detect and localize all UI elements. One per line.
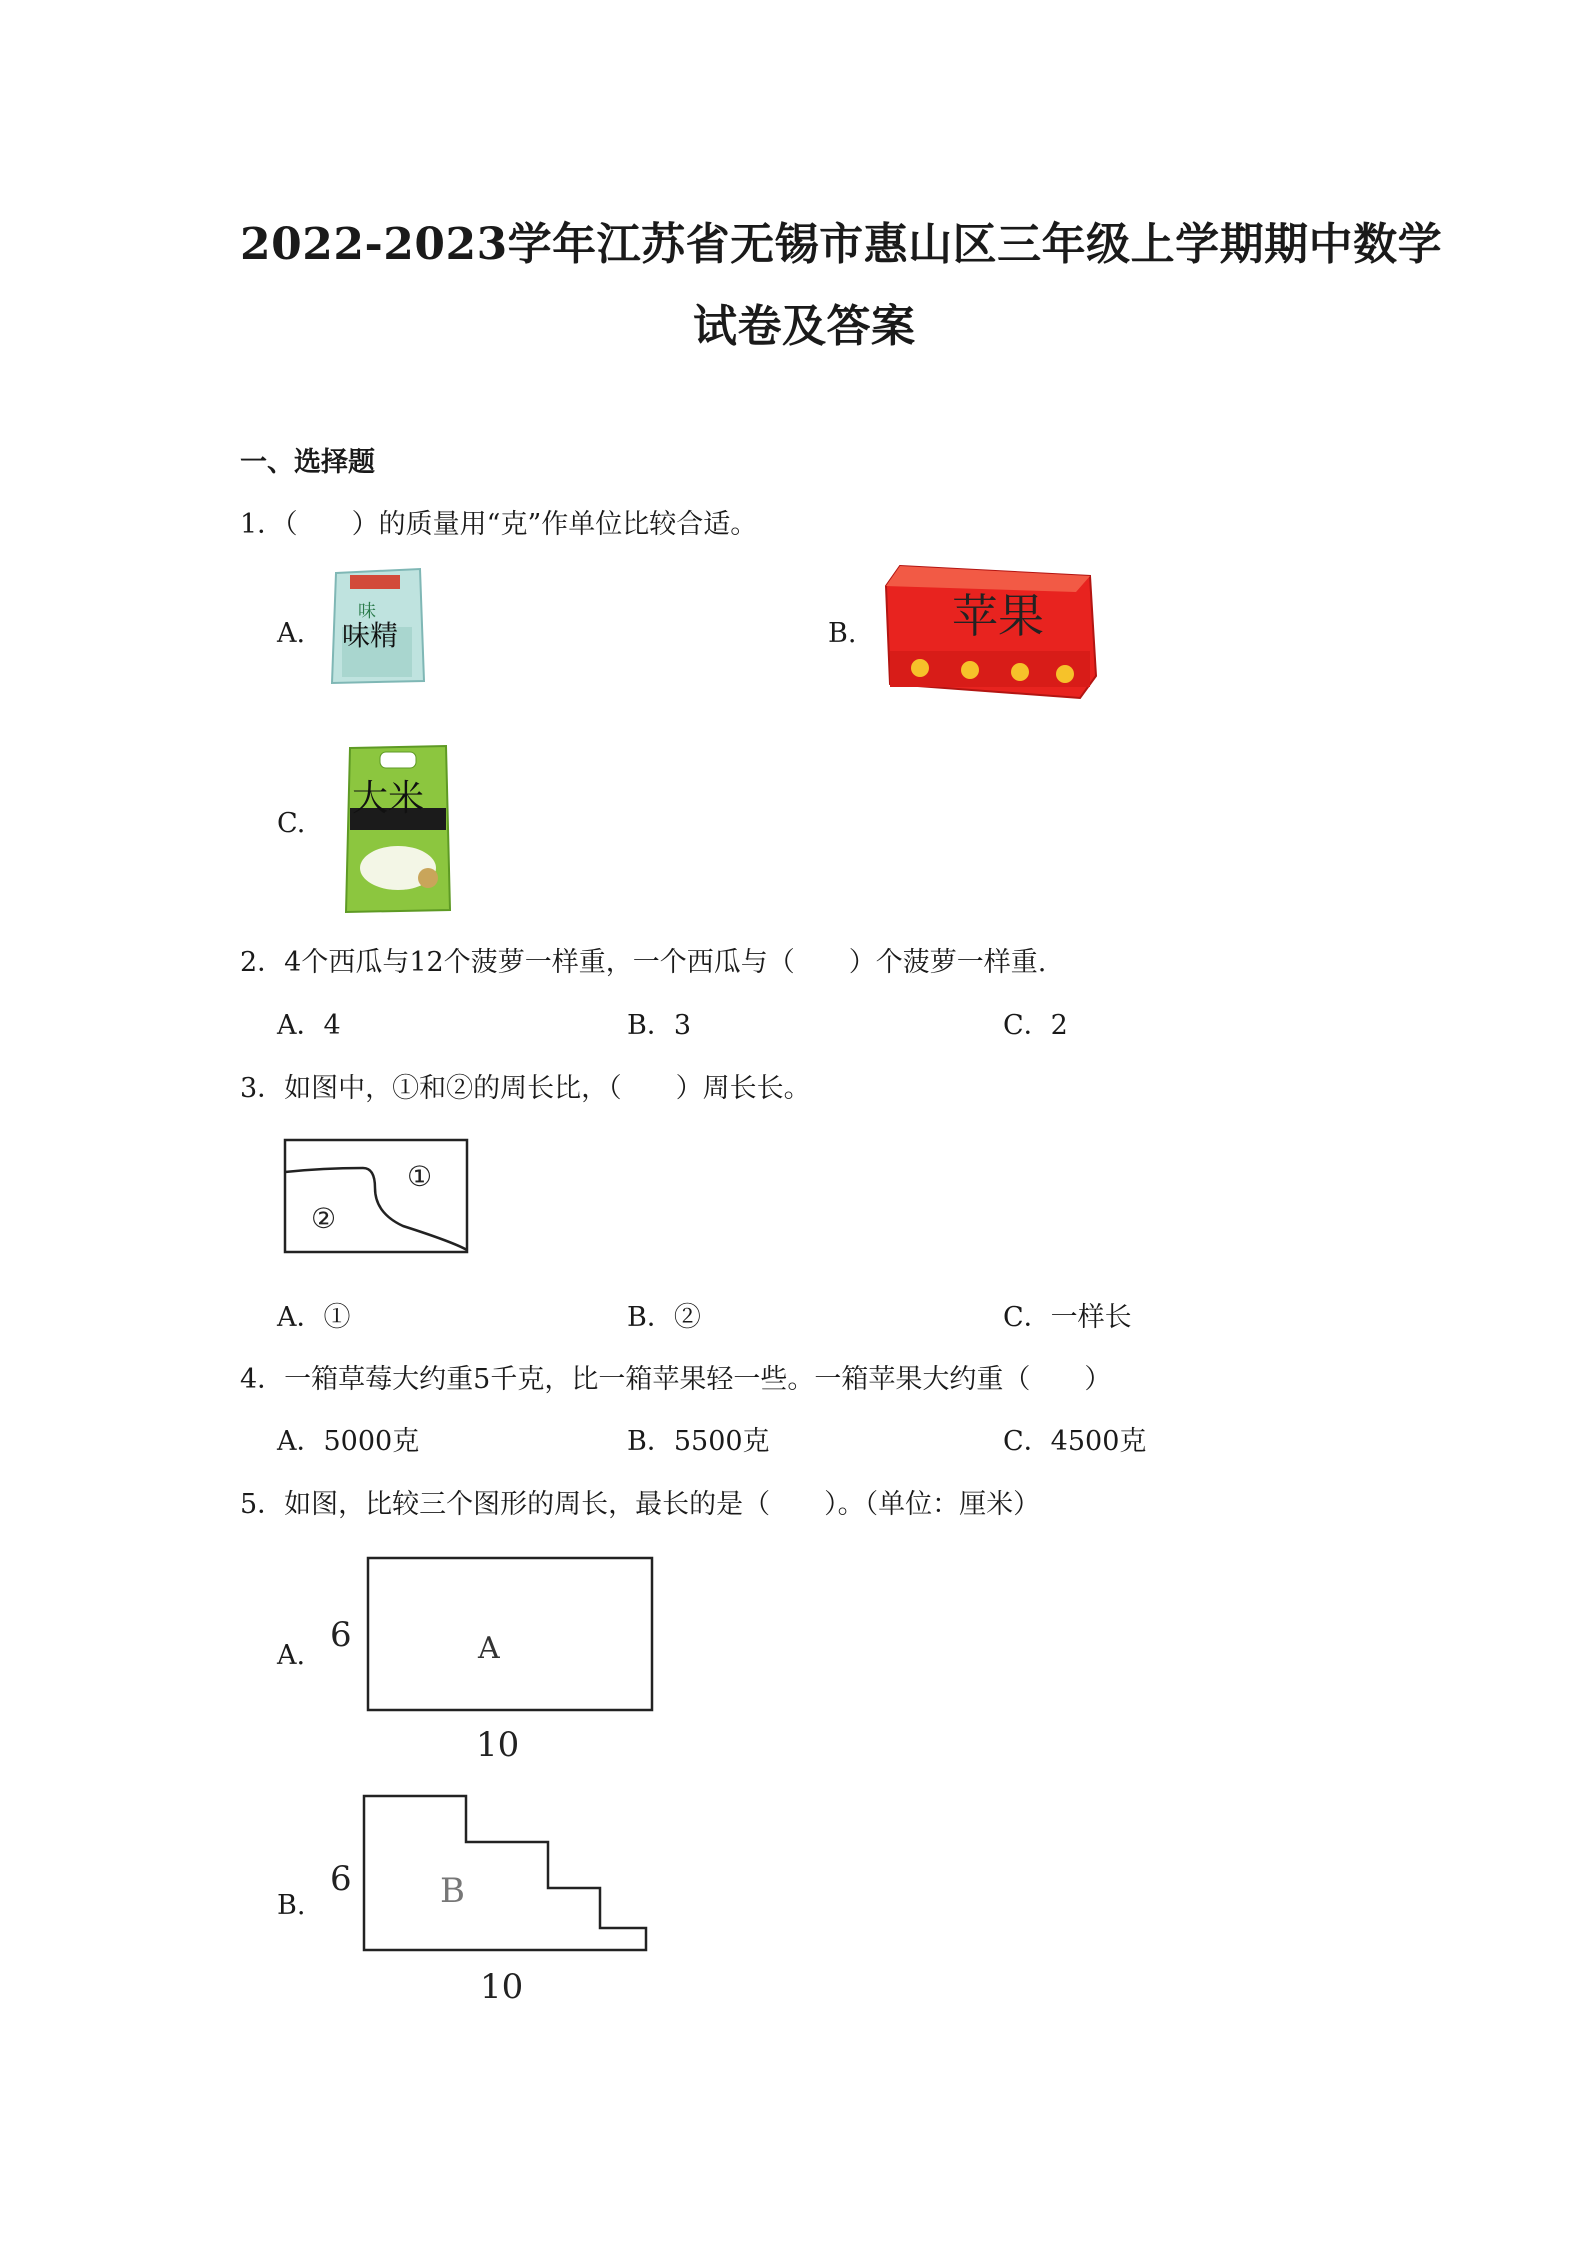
q4-option-a[interactable]: A．5000克 bbox=[277, 1426, 420, 1457]
q5-figure-b bbox=[320, 1790, 660, 2020]
q2-option-b[interactable]: B．3 bbox=[627, 1010, 692, 1041]
rice-bag-image bbox=[338, 738, 458, 918]
fig-a-bottom-label: 10 bbox=[476, 1725, 520, 1765]
question-4: 4．一箱草莓大约重5千克，比一箱苹果轻一些。一箱苹果大约重（ ） bbox=[240, 1364, 1112, 1395]
q4-option-c[interactable]: C．4500克 bbox=[1003, 1426, 1147, 1457]
fig-b-letter: B bbox=[440, 1871, 465, 1911]
q1-option-b-label[interactable]: B. bbox=[828, 618, 857, 649]
q2-option-c[interactable]: C．2 bbox=[1003, 1010, 1068, 1041]
msg-bag-label: 味精 bbox=[342, 619, 399, 652]
q3-region-1-label: ① bbox=[407, 1160, 433, 1193]
q2-option-a[interactable]: A．4 bbox=[277, 1010, 341, 1041]
question-1: 1．（ ）的质量用“克”作单位比较合适。 bbox=[240, 509, 758, 540]
msg-bag-small-text: 味 bbox=[358, 601, 376, 622]
msg-bag-image bbox=[328, 565, 428, 687]
q3-option-b[interactable]: B．② bbox=[627, 1302, 701, 1333]
apple-box-label: 苹果 bbox=[952, 589, 1044, 643]
page-title-line1: 2022-2023学年江苏省无锡市惠山区三年级上学期期中数学 bbox=[240, 219, 1443, 270]
q3-option-a[interactable]: A．① bbox=[277, 1302, 351, 1333]
apple-box-image bbox=[880, 556, 1105, 706]
q3-figure bbox=[283, 1138, 469, 1256]
fig-a-letter: A bbox=[478, 1631, 500, 1666]
q5-figure-a bbox=[320, 1548, 660, 1768]
q5-option-b-label[interactable]: B. bbox=[277, 1890, 306, 1921]
q3-option-c[interactable]: C．一样长 bbox=[1003, 1302, 1132, 1333]
question-5: 5．如图，比较三个图形的周长，最长的是（ ）。（单位：厘米） bbox=[240, 1489, 1041, 1520]
fig-a-side-label: 6 bbox=[330, 1615, 352, 1655]
page-title-line2: 试卷及答案 bbox=[693, 301, 916, 352]
q1-option-c-label[interactable]: C. bbox=[277, 808, 306, 839]
section-heading: 一、选择题 bbox=[240, 447, 375, 478]
q5-option-a-label[interactable]: A. bbox=[277, 1640, 306, 1671]
question-2: 2．4个西瓜与12个菠萝一样重，一个西瓜与（ ）个菠萝一样重. bbox=[240, 947, 1047, 978]
q4-option-b[interactable]: B．5500克 bbox=[627, 1426, 770, 1457]
rice-bag-label: 大米 bbox=[352, 778, 425, 819]
q1-option-a-label[interactable]: A. bbox=[277, 618, 306, 649]
question-3: 3．如图中，①和②的周长比，（ ）周长长。 bbox=[240, 1073, 811, 1104]
q3-region-2-label: ② bbox=[311, 1202, 337, 1235]
fig-b-bottom-label: 10 bbox=[480, 1967, 524, 2007]
fig-b-side-label: 6 bbox=[330, 1859, 352, 1899]
